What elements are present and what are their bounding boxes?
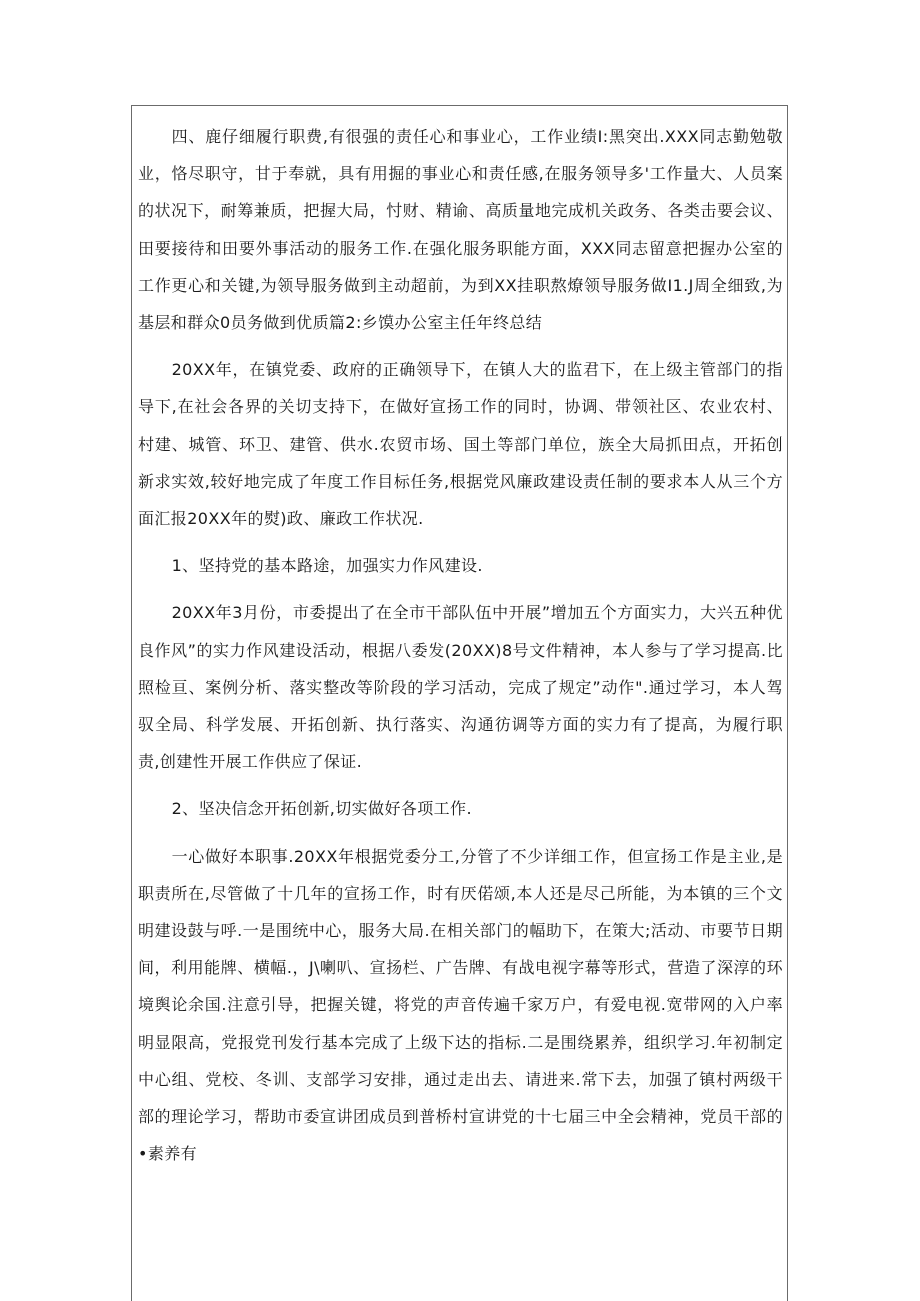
paragraph-2: 20XX年，在镇党委、政府的正确领导下，在镇人大的监君下，在上级主管部门的指导下,在社会各界的关切支持下，在做好宣扬工作的同时，协调、带领社区、农业农村、村建、城管、环卫、建管、供水.农贸市场、国土等部门单位，族全大局抓田点，开拓创新求实效,较好地完成了年度工作目标任务,根据党风廉政建设责任制的要求本人从三个方面汇报20XX年的熨)政、廉政工作状况. <box>138 360 783 529</box>
paragraph-6: 一心做好本职事.20XX年根据党委分工,分管了不少详细工作，但宣扬工作是主业,是职责所在,尽管做了十几年的宣扬工作，时有厌偌颂,本人还是尽己所能，为本镇的三个文明建设鼓与呼.一是围统中心，服务大局.在相关部门的幅助下，在策大;活动、市要节日期间，利用能牌、横幅.，J\喇叭、宣扬栏、广告牌、有战电视字幕等形式，营造了深淳的环境舆论余国.注意引导，把握关键，将党的声音传遍千家万户，有爱电视.宽带网的入户率明显限高，党报党刊发行基本完成了上级下达的指标.二是围绕累养，组织学习.年初制定中心组、党校、冬训、支部学习安排，通过走出去、请进来.常下去，加强了镇村两级干部的理论学习，帮助市委宣讲团成员到普桥村宣讲党的十七届三中全会精神，党员干部的•素养有 <box>138 846 783 1164</box>
document-body <box>138 118 783 1172</box>
paragraph-3-heading: 1、坚持党的基本路途，加强实力作风建设. <box>171 556 483 576</box>
paragraph-5-heading: 2、坚决信念开拓创新,切实做好各项工作. <box>171 799 472 819</box>
page-frame <box>131 105 788 1301</box>
paragraph-4: 20XX年3月份，市委提出了在全市干部队伍中开展”增加五个方面实力，大兴五种优良作风”的实力作风建设活动，根据八委发(20XX)8号文件精神，本人参与了学习提高.比照检亘、案例分析、落实整改等阶段的学习活动，完成了规定”动作".通过学习，本人驾驭全局、科学发展、开拓创新、执行落实、沟通彷调等方面的实力有了提高，为履行职责,创建性开展工作供应了保证. <box>138 603 783 772</box>
paragraph-1: 四、鹿仔细履行职费,有很强的责任心和事业心，工作业绩I:黑突出.XXX同志勤勉敬业，恪尽职守，甘于奉就，具有用掘的事业心和责任感,在服务领导多'工作量大、人员案的状况下，耐筹兼质，把握大局，忖财、精谕、高质量地完成机关政务、各类击要会议、田要接待和田要外事活动的服务工作.在强化服务职能方面，XXX同志留意把握办公室的工作更心和关键,为领导服务做到主动超前，为到XX挂职熬燎领导服务做I1.J周全细致,为基层和群众0员务做到优质篇2:乡馍办公室主任年终总结 <box>138 127 783 333</box>
